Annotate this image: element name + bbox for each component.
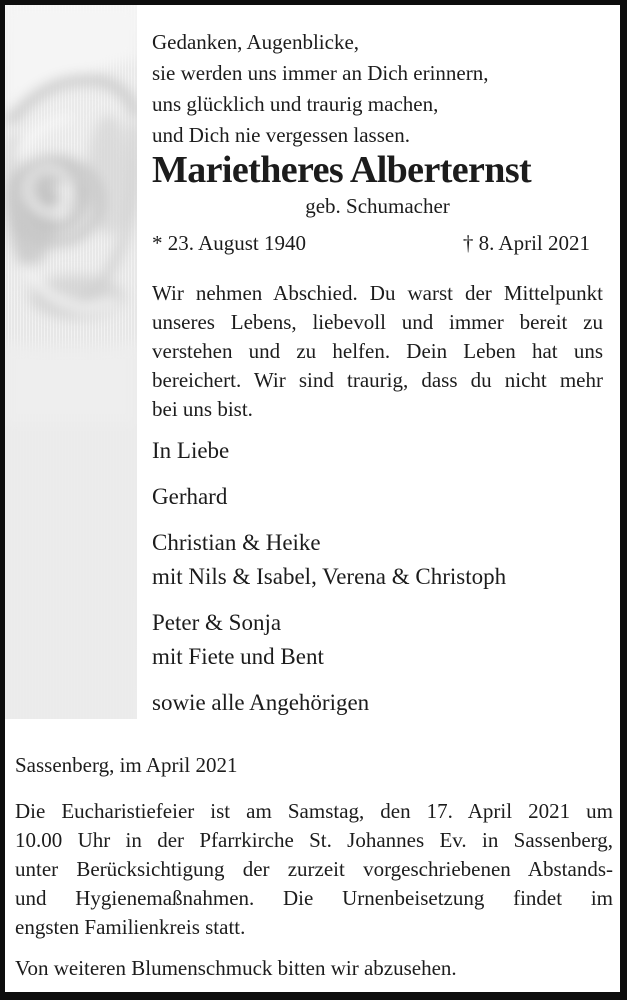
mourner-group <box>152 434 603 468</box>
rose-illustration <box>5 5 137 719</box>
mourner-line: mit Fiete und Bent <box>152 644 324 669</box>
notice-footer <box>15 719 613 984</box>
mourner-line: Gerhard <box>152 484 228 509</box>
service-line: und Hygienemaßnahmen. Die Urnenbeisetzung findet im <box>15 886 613 910</box>
epigraph-verse <box>152 27 603 151</box>
service-paragraph <box>15 797 613 942</box>
mourner-group <box>152 606 603 674</box>
mourner-line: mit Nils & Isabel, Verena & Christoph <box>152 564 507 589</box>
life-dates <box>152 228 603 258</box>
service-line: unter Berücksichtigung der zurzeit vorgeschriebenen Abstands- <box>15 857 613 881</box>
farewell-paragraph <box>152 279 603 424</box>
death-date: † 8. April 2021 <box>462 231 590 255</box>
mourner-line: sowie alle Angehörigen <box>152 690 370 715</box>
epigraph-line: uns glücklich und traurig machen, <box>152 92 439 116</box>
epigraph-line: und Dich nie vergessen lassen. <box>152 123 410 147</box>
mourner-group <box>152 686 603 720</box>
place-date: Sassenberg, im April 2021 <box>15 753 238 777</box>
service-line: Die Eucharistiefeier ist am Samstag, den 17. April 2021 um <box>15 799 613 823</box>
farewell-line: bereichert. Wir sind traurig, dass du nicht mehr <box>152 368 603 392</box>
rose-photo <box>5 5 137 719</box>
mourner-line: Peter & Sonja <box>152 610 282 635</box>
farewell-line: bei uns bist. <box>152 397 253 421</box>
mourners-list <box>152 434 603 720</box>
service-line: engsten Familienkreis statt. <box>15 915 246 939</box>
mourner-line: In Liebe <box>152 438 230 463</box>
birth-date: * 23. August 1940 <box>152 231 307 255</box>
maiden-name: geb. Schumacher <box>305 194 450 218</box>
farewell-line: verstehen und zu helfen. Dein Leben hat uns <box>152 339 603 363</box>
mourner-group <box>152 480 603 514</box>
mourner-line: Christian & Heike <box>152 530 321 555</box>
epigraph-line: sie werden uns immer an Dich erinnern, <box>152 61 489 85</box>
deceased-name: Marietheres Alberternst <box>152 149 532 191</box>
mourner-group <box>152 526 603 594</box>
flowers-note: Von weiteren Blumenschmuck bitten wir abzusehen. <box>15 956 457 980</box>
service-line: 10.00 Uhr in der Pfarrkirche St. Johannes Ev. in Sassenberg, <box>15 828 613 852</box>
farewell-line: unseres Lebens, liebevoll und immer bereit zu <box>152 310 603 334</box>
epigraph-line: Gedanken, Augenblicke, <box>152 30 360 54</box>
notice-body <box>152 5 603 732</box>
farewell-line: Wir nehmen Abschied. Du warst der Mittelpunkt <box>152 281 603 305</box>
